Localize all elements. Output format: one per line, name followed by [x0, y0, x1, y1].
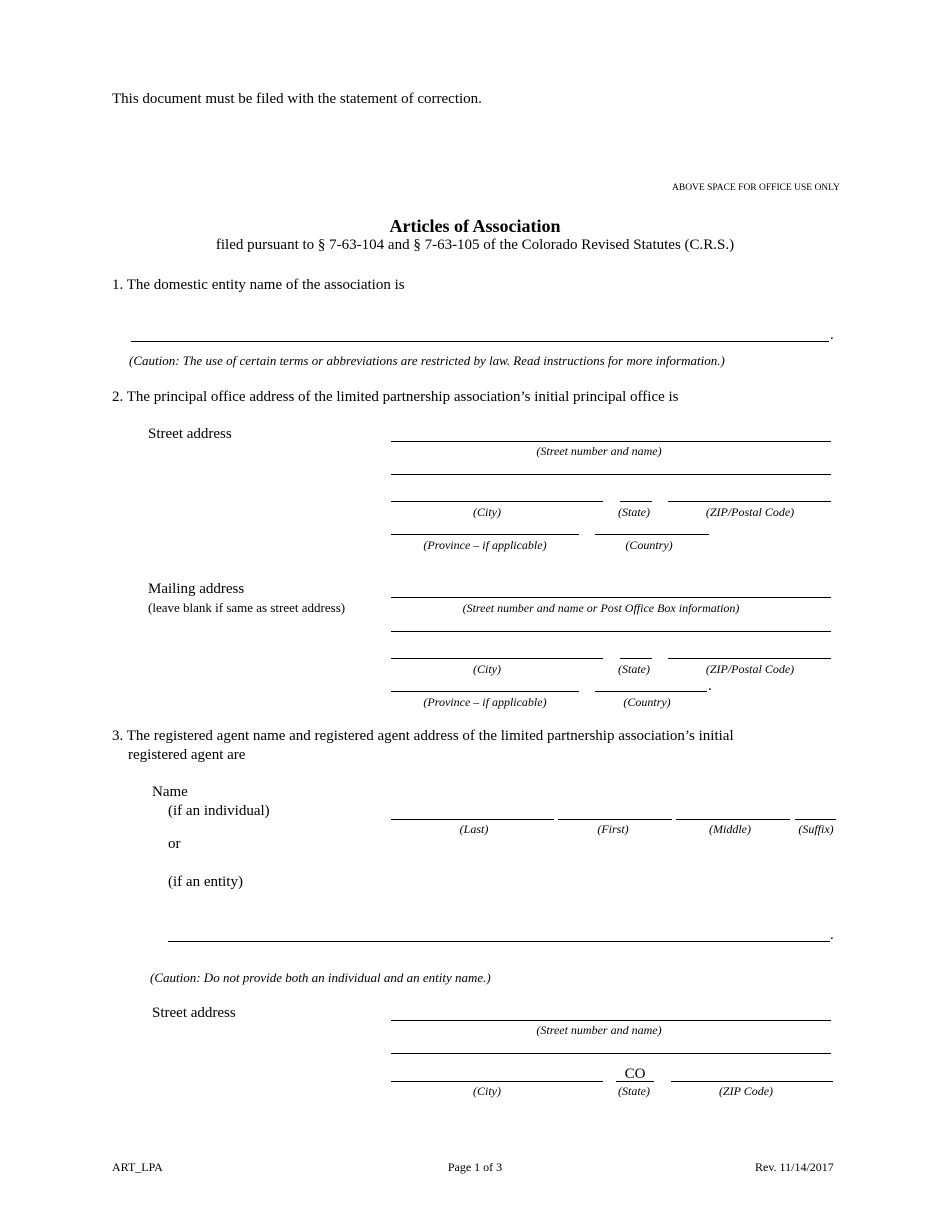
principal-street-line2-field[interactable] — [391, 456, 831, 474]
agent-city-underline — [391, 1081, 603, 1082]
principal-zip-underline — [668, 501, 831, 502]
agent-state-underline — [616, 1081, 654, 1082]
mailing-province-underline — [391, 691, 579, 692]
mailing-state-field[interactable] — [620, 640, 652, 658]
section-3-label-line1: 3. The registered agent name and registered agent address of the limited partnership association’s initial — [112, 728, 734, 744]
agent-city-field[interactable] — [391, 1063, 603, 1081]
agent-city-caption: (City) — [473, 1084, 501, 1098]
principal-state-field[interactable] — [620, 483, 652, 501]
agent-zip-caption: (ZIP Code) — [718, 1084, 774, 1098]
mailing-street-field[interactable] — [391, 579, 831, 597]
mailing-city-field[interactable] — [391, 640, 603, 658]
principal-state-underline — [620, 501, 652, 502]
principal-province-underline — [391, 534, 579, 535]
agent-last-name-field[interactable] — [391, 801, 554, 819]
agent-street-caption: (Street number and name) — [536, 1023, 662, 1037]
mailing-street-caption: (Street number and name or Post Office Box information) — [462, 601, 740, 615]
mailing-country-field[interactable] — [595, 673, 707, 691]
entity-name-field[interactable] — [131, 322, 829, 340]
agent-entity-name-field[interactable] — [168, 923, 830, 941]
agent-entity-label: (if an entity) — [168, 874, 243, 890]
principal-city-field[interactable] — [391, 483, 603, 501]
entity-name-underline — [131, 341, 829, 342]
footer-revision: Rev. 11/14/2017 — [755, 1160, 834, 1174]
agent-zip-field[interactable] — [671, 1063, 833, 1081]
agent-suffix-underline — [795, 819, 836, 820]
footer-form-code: ART_LPA — [112, 1160, 163, 1174]
mailing-zip-caption: (ZIP/Postal Code) — [705, 662, 795, 676]
filing-note: This document must be filed with the statement of correction. — [112, 91, 482, 107]
principal-zip-caption: (ZIP/Postal Code) — [705, 505, 795, 519]
footer-page-number: Page 1 of 3 — [447, 1160, 503, 1174]
agent-suffix-caption: (Suffix) — [798, 822, 834, 836]
agent-street-line2-underline — [391, 1053, 831, 1054]
mailing-province-field[interactable] — [391, 673, 579, 691]
mailing-zip-field[interactable] — [668, 640, 831, 658]
agent-middle-caption: (Middle) — [709, 822, 751, 836]
section-1-caution: (Caution: The use of certain terms or abbreviations are restricted by law. Read instructions for more information.) — [129, 353, 725, 368]
agent-state-caption: (State) — [618, 1084, 650, 1098]
principal-province-field[interactable] — [391, 516, 579, 534]
principal-country-underline — [595, 534, 709, 535]
agent-first-name-underline — [558, 819, 672, 820]
mailing-city-underline — [391, 658, 603, 659]
entity-name-period: . — [830, 327, 834, 343]
agent-suffix-field[interactable] — [795, 801, 836, 819]
section-2-label: 2. The principal office address of the limited partnership association’s initial principal office is — [112, 389, 679, 405]
principal-city-underline — [391, 501, 603, 502]
agent-entity-period: . — [830, 927, 834, 943]
principal-zip-field[interactable] — [668, 483, 831, 501]
principal-province-caption: (Province – if applicable) — [423, 538, 547, 552]
agent-middle-name-underline — [676, 819, 790, 820]
agent-or-label: or — [168, 836, 181, 852]
mailing-address-sublabel: (leave blank if same as street address) — [148, 600, 346, 615]
principal-street-caption: (Street number and name) — [536, 444, 662, 458]
document-title: Articles of Association — [389, 216, 561, 236]
agent-entity-name-underline — [168, 941, 830, 942]
document-subtitle: filed pursuant to § 7-63-104 and § 7-63-105 of the Colorado Revised Statutes (C.R.S.) — [215, 237, 735, 253]
principal-street-field[interactable] — [391, 423, 831, 441]
mailing-country-caption: (Country) — [623, 695, 671, 709]
section-1-label: 1. The domestic entity name of the association is — [112, 277, 405, 293]
agent-street-field[interactable] — [391, 1002, 831, 1020]
agent-street-line2-field[interactable] — [391, 1035, 831, 1053]
agent-first-caption: (First) — [597, 822, 629, 836]
principal-state-caption: (State) — [618, 505, 650, 519]
principal-country-field[interactable] — [595, 516, 709, 534]
agent-last-name-underline — [391, 819, 554, 820]
mailing-address-label: Mailing address — [148, 581, 245, 597]
office-use-label: ABOVE SPACE FOR OFFICE USE ONLY — [672, 183, 840, 193]
mailing-state-underline — [620, 658, 652, 659]
principal-street-label: Street address — [148, 426, 232, 442]
mailing-street-line2-field[interactable] — [391, 613, 831, 631]
section-3-caution: (Caution: Do not provide both an individual and an entity name.) — [150, 970, 491, 985]
agent-individual-label: (if an individual) — [168, 803, 270, 819]
agent-middle-name-field[interactable] — [676, 801, 790, 819]
principal-country-caption: (Country) — [625, 538, 673, 552]
agent-street-underline — [391, 1020, 831, 1021]
mailing-city-caption: (City) — [473, 662, 501, 676]
mailing-country-period: . — [708, 678, 712, 694]
section-3-label-line2: registered agent are — [128, 747, 246, 763]
mailing-street-line2-underline — [391, 631, 831, 632]
agent-zip-underline — [671, 1081, 833, 1082]
agent-first-name-field[interactable] — [558, 801, 672, 819]
principal-city-caption: (City) — [473, 505, 501, 519]
principal-street-underline — [391, 441, 831, 442]
principal-street-line2-underline — [391, 474, 831, 475]
mailing-zip-underline — [668, 658, 831, 659]
agent-last-caption: (Last) — [459, 822, 489, 836]
mailing-province-caption: (Province – if applicable) — [423, 695, 547, 709]
mailing-country-underline — [595, 691, 707, 692]
mailing-state-caption: (State) — [618, 662, 650, 676]
agent-name-label: Name — [152, 784, 188, 800]
mailing-street-underline — [391, 597, 831, 598]
agent-street-label: Street address — [152, 1005, 236, 1021]
agent-state-value: CO — [624, 1066, 646, 1082]
